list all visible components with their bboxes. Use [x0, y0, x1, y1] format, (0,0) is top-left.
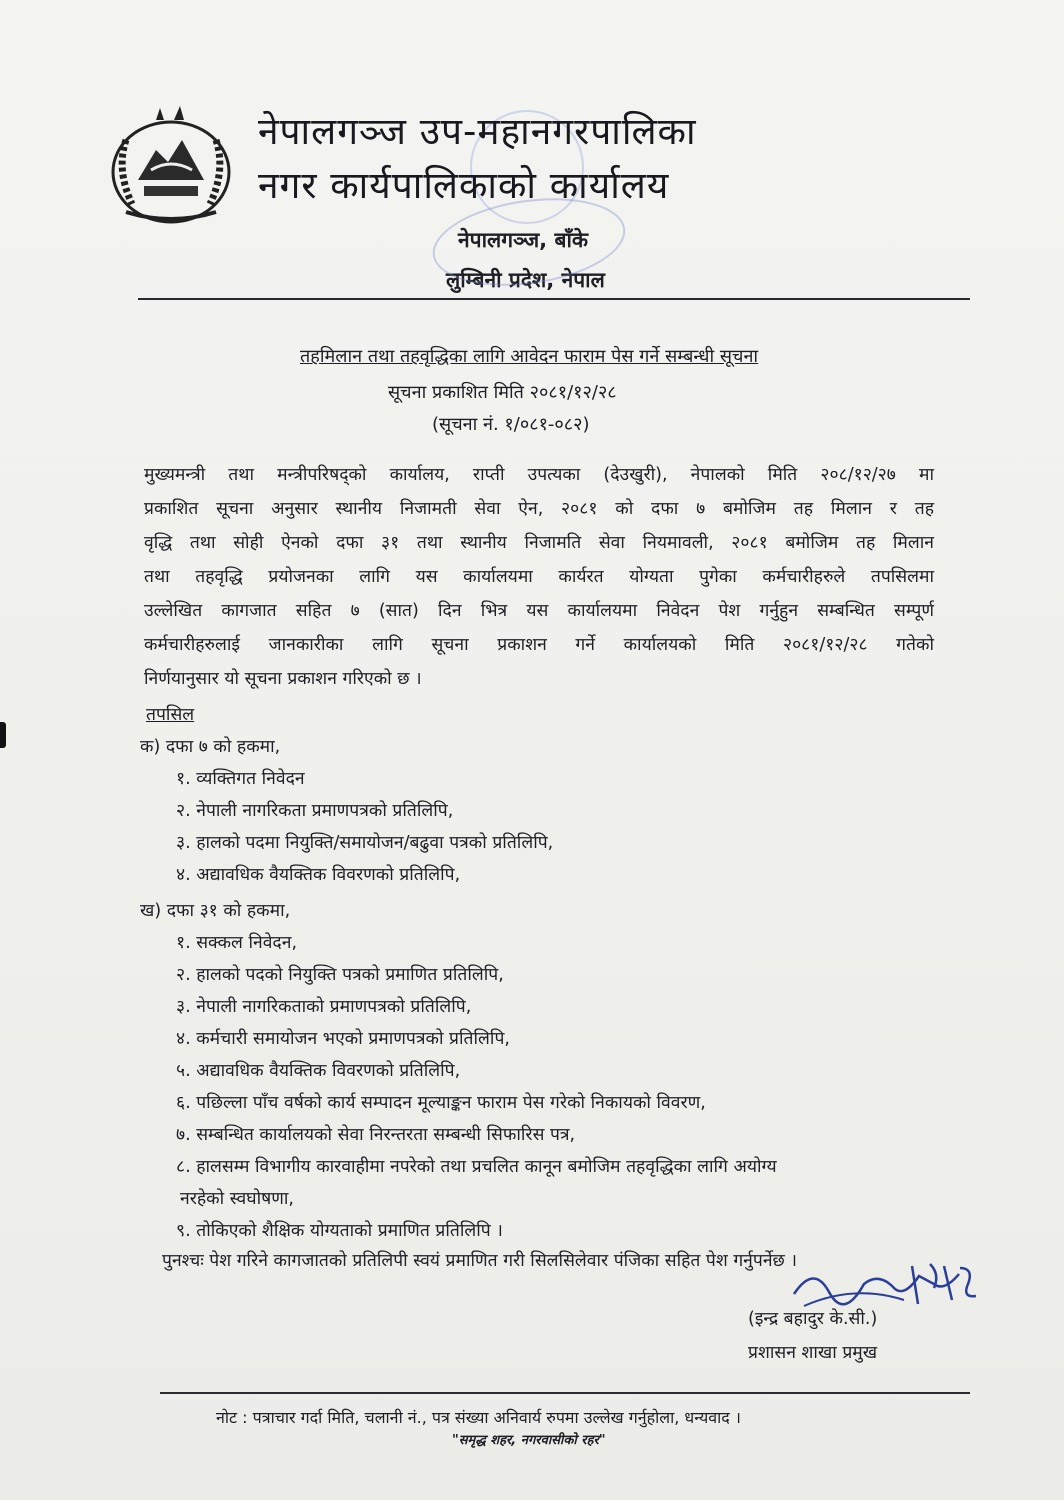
- org-name-line1: नेपालगञ्ज उप-महानगरपालिका: [258, 110, 697, 153]
- footer-note: नोट : पत्राचार गर्दा मिति, चलानी नं., पत्र संख्या अनिवार्य रुपमा उल्लेख गर्नुहोला, धन्यवाद ।: [216, 1408, 741, 1427]
- body-line: कर्मचारीहरुलाई जानकारीका लागि सूचना प्रकाशन गर्ने कार्यालयको मिति २०८१/१२/२८ गतेको: [144, 635, 934, 655]
- org-location: नेपालगञ्ज, बाँके: [458, 228, 589, 252]
- list-item: ४. अद्यावधिक वैयक्तिक विवरणको प्रतिलिपि,: [176, 865, 461, 885]
- list-item-continued: नरहेको स्वघोषणा,: [180, 1189, 294, 1209]
- notice-title: तहमिलान तथा तहवृद्धिका लागि आवेदन फाराम पेस गर्ने सम्बन्धी सूचना: [300, 346, 759, 367]
- footer-slogan: "समृद्ध शहर, नगरवासीको रहर": [452, 1433, 606, 1448]
- scan-edge-mark: [0, 722, 6, 748]
- signatory-name: (इन्द्र बहादुर के.सी.): [748, 1309, 878, 1329]
- list-item: १. सक्कल निवेदन,: [176, 933, 298, 953]
- list-item: ४. कर्मचारी समायोजन भएको प्रमाणपत्रको प्रतिलिपि,: [176, 1029, 510, 1049]
- body-line: निर्णयानुसार यो सूचना प्रकाशन गरिएको छ ।: [144, 669, 422, 689]
- list-item: ३. नेपाली नागरिकताको प्रमाणपत्रको प्रतिलिपि,: [176, 997, 472, 1017]
- signatory-title: प्रशासन शाखा प्रमुख: [748, 1343, 878, 1363]
- postscript: पुनश्चः पेश गरिने कागजातको प्रतिलिपी स्वयं प्रमाणित गरी सिलसिलेवार पंजिका सहित पेश गर्नुपर्नेछ ।: [162, 1251, 798, 1271]
- footer-divider: [160, 1392, 970, 1394]
- body-line: उल्लेखित कागजात सहित ७ (सात) दिन भित्र यस कार्यालयमा निवेदन पेश गर्नुहुन सम्बन्धित सम्पूर्ण: [144, 601, 934, 621]
- section-b-heading: ख) दफा ३१ को हकमा,: [140, 901, 291, 921]
- list-item: ५. अद्यावधिक वैयक्तिक विवरणको प्रतिलिपि,: [176, 1061, 461, 1081]
- org-province: लुम्बिनी प्रदेश, नेपाल: [446, 268, 605, 292]
- list-item: ९. तोकिएको शैक्षिक योग्यताको प्रमाणित प्रतिलिपि ।: [176, 1221, 503, 1241]
- nepal-emblem-icon: [96, 100, 246, 230]
- list-item: २. हालको पदको नियुक्ति पत्रको प्रमाणित प्रतिलिपि,: [176, 965, 504, 985]
- org-name-line2: नगर कार्यपालिकाको कार्यालय: [258, 164, 670, 207]
- header-divider: [138, 298, 970, 300]
- section-a-heading: क) दफा ७ को हकमा,: [140, 737, 281, 757]
- body-line: प्रकाशित सूचना अनुसार स्थानीय निजामती सेवा ऐन, २०८१ को दफा ७ बमोजिम तह मिलान र तह: [144, 499, 934, 519]
- list-item: ६. पछिल्ला पाँच वर्षको कार्य सम्पादन मूल्याङ्कन फाराम पेस गरेको निकायको विवरण,: [176, 1093, 706, 1113]
- list-item: ८. हालसम्म विभागीय कारवाहीमा नपरेको तथा प्रचलित कानून बमोजिम तहवृद्धिका लागि अयोग्य: [176, 1157, 777, 1177]
- body-line: मुख्यमन्त्री तथा मन्त्रीपरिषद्को कार्यालय, राप्ती उपत्यका (देउखुरी), नेपालको मिति २०८/१२/२७ मा: [144, 465, 934, 485]
- schedule-heading: तपसिल: [146, 705, 195, 725]
- list-item: ३. हालको पदमा नियुक्ति/समायोजन/बढुवा पत्रको प्रतिलिपि,: [176, 833, 554, 853]
- body-line: तथा तहवृद्धि प्रयोजनका लागि यस कार्यालयमा कार्यरत योग्यता पुगेका कर्मचारीहरुले तपसिलमा: [144, 567, 934, 587]
- body-line: वृद्धि तथा सोही ऐनको दफा ३१ तथा स्थानीय निजामति सेवा नियमावली, २०८१ बमोजिम तह मिलान: [144, 533, 934, 553]
- list-item: १. व्यक्तिगत निवेदन: [176, 769, 305, 789]
- notice-published-date: सूचना प्रकाशित मिति २०८१/१२/२८: [388, 382, 617, 403]
- list-item: ७. सम्बन्धित कार्यालयको सेवा निरन्तरता सम्बन्धी सिफारिस पत्र,: [176, 1125, 576, 1145]
- notice-number: (सूचना नं. १/०८१-०८२): [432, 414, 590, 435]
- list-item: २. नेपाली नागरिकता प्रमाणपत्रको प्रतिलिपि,: [176, 801, 454, 821]
